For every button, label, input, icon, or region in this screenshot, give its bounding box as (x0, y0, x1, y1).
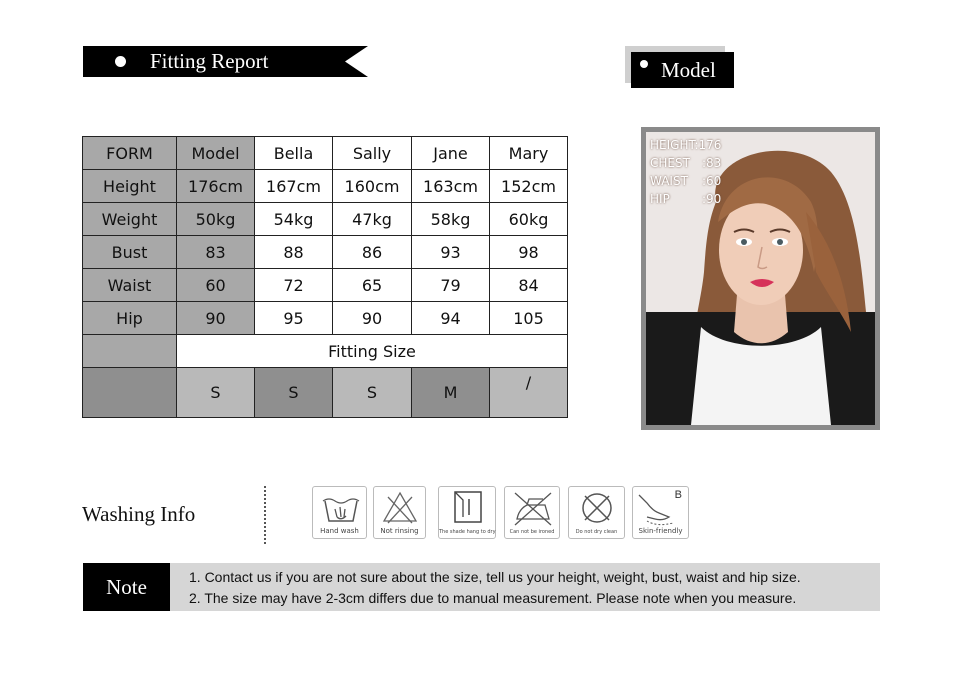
table-cell: 163cm (412, 170, 490, 203)
size-cell: S (177, 368, 255, 418)
wash-label: The shade hang to dry (439, 529, 496, 535)
table-row (83, 236, 568, 269)
table-header-cell: Mary (490, 137, 568, 170)
model-tag (631, 52, 734, 88)
model-photo (646, 132, 875, 425)
wash-label: Skin-friendly (638, 527, 683, 535)
fitting-report-banner (83, 46, 368, 77)
fitting-report-title: Fitting Report (150, 49, 269, 73)
note-line: 2. The size may have 2-3cm differs due to manual measurement. Please note when you measure. (189, 590, 797, 606)
size-table (82, 136, 568, 418)
wash-label: Hand wash (320, 527, 359, 535)
table-cell: 90 (177, 302, 255, 335)
row-label: Hip (83, 302, 177, 335)
wash-label: Not rinsing (380, 527, 419, 535)
stat-value: :60 (702, 174, 722, 188)
model-stat-row (650, 136, 721, 154)
model-stat-row (650, 172, 721, 190)
washing-info-title: Washing Info (82, 502, 196, 526)
table-row (83, 302, 568, 335)
table-cell: 54kg (255, 203, 333, 236)
table-cell: 60 (177, 269, 255, 302)
note-title: Note (106, 575, 147, 599)
empty-label-cell (83, 368, 177, 418)
no-bleach-icon (373, 486, 426, 539)
size-cell: S (333, 368, 412, 418)
table-cell: 58kg (412, 203, 490, 236)
stat-value: :83 (702, 156, 722, 170)
no-iron-icon (504, 486, 560, 539)
skin-friendly-badge: B (674, 489, 682, 501)
table-cell: 176cm (177, 170, 255, 203)
row-label: Weight (83, 203, 177, 236)
note-box (83, 563, 170, 611)
table-cell: 94 (412, 302, 490, 335)
table-row (83, 170, 568, 203)
no-dry-clean-icon (568, 486, 625, 539)
note-bar (83, 563, 880, 611)
note-line: 1. Contact us if you are not sure about the size, tell us your height, weight, bust, waist and hip size. (189, 569, 801, 585)
size-row (83, 368, 568, 418)
row-label: Waist (83, 269, 177, 302)
stat-key: HIP (650, 192, 670, 206)
table-cell: 47kg (333, 203, 412, 236)
model-title: Model (661, 58, 716, 82)
table-cell: 93 (412, 236, 490, 269)
table-header-row (83, 137, 568, 170)
table-cell: 84 (490, 269, 568, 302)
bullet-dot-icon (115, 56, 126, 67)
fitting-size-row (83, 335, 568, 368)
table-cell: 98 (490, 236, 568, 269)
stat-key: WAIST (650, 174, 688, 188)
table-cell: 167cm (255, 170, 333, 203)
table-header-cell: Bella (255, 137, 333, 170)
size-cell (490, 368, 568, 418)
wash-label: Can not be ironed (509, 529, 555, 535)
washing-divider (264, 486, 266, 544)
table-cell: 95 (255, 302, 333, 335)
empty-label-cell (83, 335, 177, 368)
table-cell: 86 (333, 236, 412, 269)
stat-value: :176 (694, 138, 722, 152)
table-header-cell: FORM (83, 137, 177, 170)
skin-friendly-icon (632, 486, 689, 539)
model-stat-row (650, 154, 721, 172)
size-slash: / (525, 373, 532, 392)
table-cell: 88 (255, 236, 333, 269)
model-photo-frame (641, 127, 880, 430)
model-stats (650, 136, 721, 208)
bullet-dot-icon (640, 60, 648, 68)
stat-key: CHEST (650, 156, 690, 170)
table-row (83, 203, 568, 236)
size-cell: S (255, 368, 333, 418)
table-cell: 152cm (490, 170, 568, 203)
table-cell: 60kg (490, 203, 568, 236)
row-label: Height (83, 170, 177, 203)
table-cell: 65 (333, 269, 412, 302)
row-label: Bust (83, 236, 177, 269)
shade-hang-dry-icon (438, 486, 496, 539)
table-cell: 50kg (177, 203, 255, 236)
table-cell: 160cm (333, 170, 412, 203)
table-cell: 79 (412, 269, 490, 302)
table-cell: 83 (177, 236, 255, 269)
table-header-cell: Jane (412, 137, 490, 170)
table-header-cell: Sally (333, 137, 412, 170)
stat-key: HEIGHT (650, 138, 695, 152)
table-row (83, 269, 568, 302)
stat-value: :90 (702, 192, 722, 206)
size-cell: M (412, 368, 490, 418)
table-cell: 72 (255, 269, 333, 302)
table-cell: 90 (333, 302, 412, 335)
table-header-cell: Model (177, 137, 255, 170)
wash-label: Do not dry clean (575, 529, 618, 535)
model-stat-row (650, 190, 721, 208)
table-cell: 105 (490, 302, 568, 335)
fitting-size-label: Fitting Size (177, 335, 568, 368)
hand-wash-icon (312, 486, 367, 539)
